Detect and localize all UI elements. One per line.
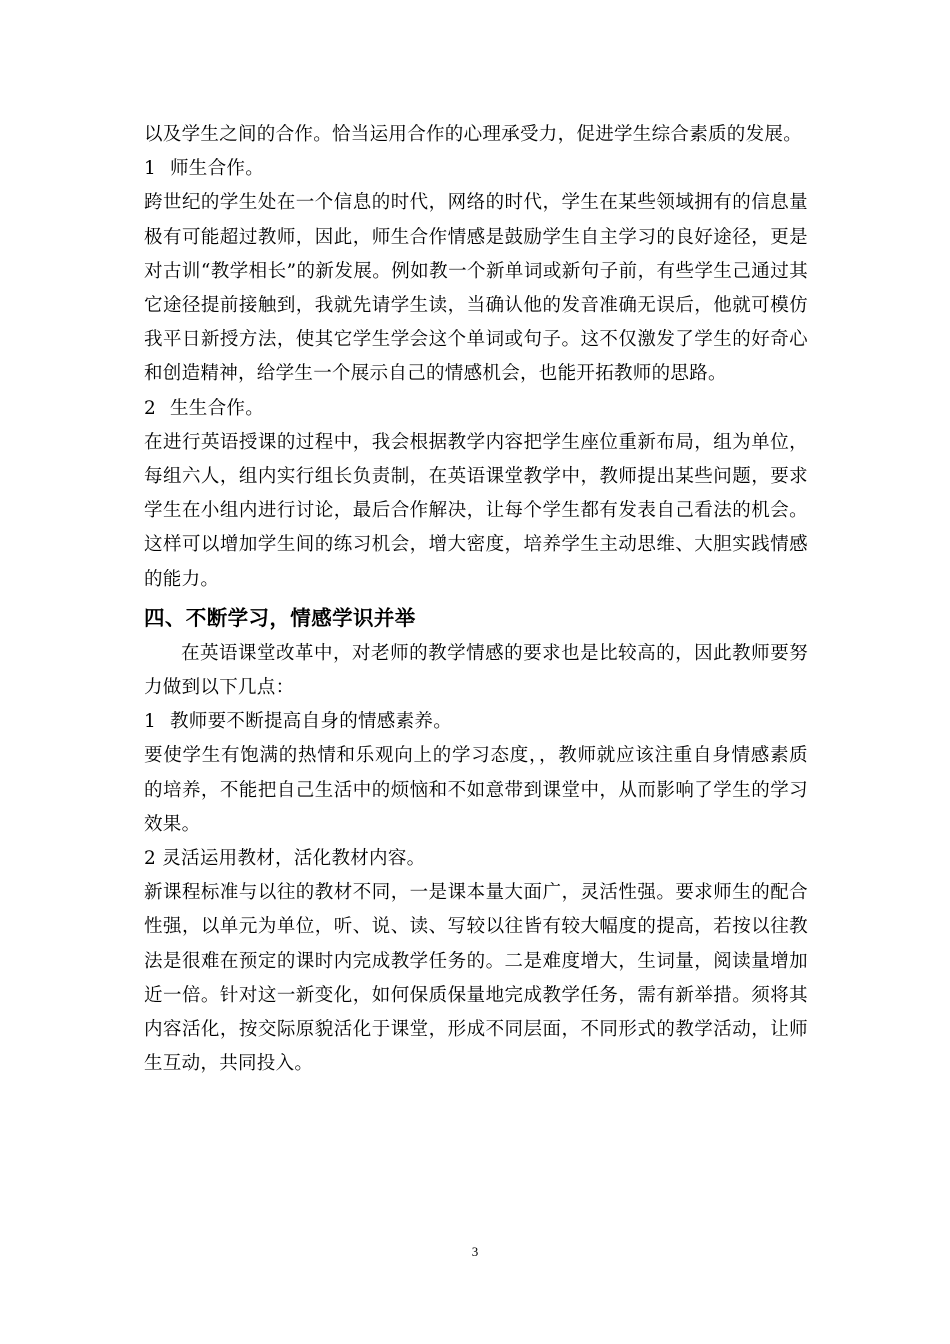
page-number: 3 [471, 1244, 479, 1259]
subsection-emotional-literacy [144, 705, 808, 739]
subsection-teacher-student [144, 152, 808, 186]
subsection-number: 2 [144, 397, 157, 419]
section-heading-four: 四、不断学习，情感学识并举 [144, 605, 416, 630]
paragraph-flexible-materials: 新课程标准与以往的教材不同，一是课本量大面广，灵活性强。要求师生的配合性强，以单元为单位，听、说、读、写较以往皆有较大幅度的提高，若按以往教法是很难在预定的课时内完成教学任务的。二是难度增大，生词量，阅读量增加近一倍。针对这一新变化，如何保质保量地完成教学任务，需有新举措。须将其内容活化，按交际原貌活化于课堂，形成不同层面，不同形式的教学活动，让师生互动，共同投入。 [144, 882, 808, 1075]
subsection-title: 生生合作。 [170, 397, 265, 419]
subsection-student-student [144, 392, 808, 426]
paragraph-section-four-intro: 在英语课堂改革中，对老师的教学情感的要求也是比较高的，因此教师要努力做到以下几点： [144, 642, 808, 699]
paragraph-emotional-literacy: 要使学生有饱满的热情和乐观向上的学习态度，，教师就应该注重自身情感素质的培养，不能把自己生活中的烦恼和不如意带到课堂中，从而影响了学生的学习效果。 [144, 745, 808, 835]
subsection-number: 1 [144, 711, 157, 733]
subsection-number: 1 [144, 158, 157, 180]
paragraph-student-student: 在进行英语授课的过程中，我会根据教学内容把学生座位重新布局，组为单位，每组六人，组内实行组长负责制，在英语课堂教学中，教师提出某些问题，要求学生在小组内进行讨论，最后合作解决，让每个学生都有发表自己看法的机会。这样可以增加学生间的练习机会，增大密度，培养学生主动思维、大胆实践情感的能力。 [144, 431, 808, 590]
subsection-title: 师生合作。 [170, 158, 265, 180]
paragraph-teacher-student: 跨世纪的学生处在一个信息的时代，网络的时代，学生在某些领域拥有的信息量极有可能超过教师，因此，师生合作情感是鼓励学生自主学习的良好途径，更是对古训“教学相长”的新发展。例如教一个新单词或新句子前，有些学生己通过其它途径提前接触到，我就先请学生读，当确认他的发音准确无误后，他就可模仿我平日新授方法，使其它学生学会这个单词或句子。这不仅激发了学生的好奇心和创造精神，给学生一个展示自己的情感机会，也能开拓教师的思路。 [144, 192, 808, 385]
paragraph-cooperation-intro: 以及学生之间的合作。恰当运用合作的心理承受力，促进学生综合素质的发展。 [144, 124, 803, 145]
document-body [144, 118, 808, 1081]
subsection-flexible-materials: 2 灵活运用教材，活化教材内容。 [144, 848, 426, 870]
subsection-title: 教师要不断提高自身的情感素养。 [170, 711, 453, 733]
